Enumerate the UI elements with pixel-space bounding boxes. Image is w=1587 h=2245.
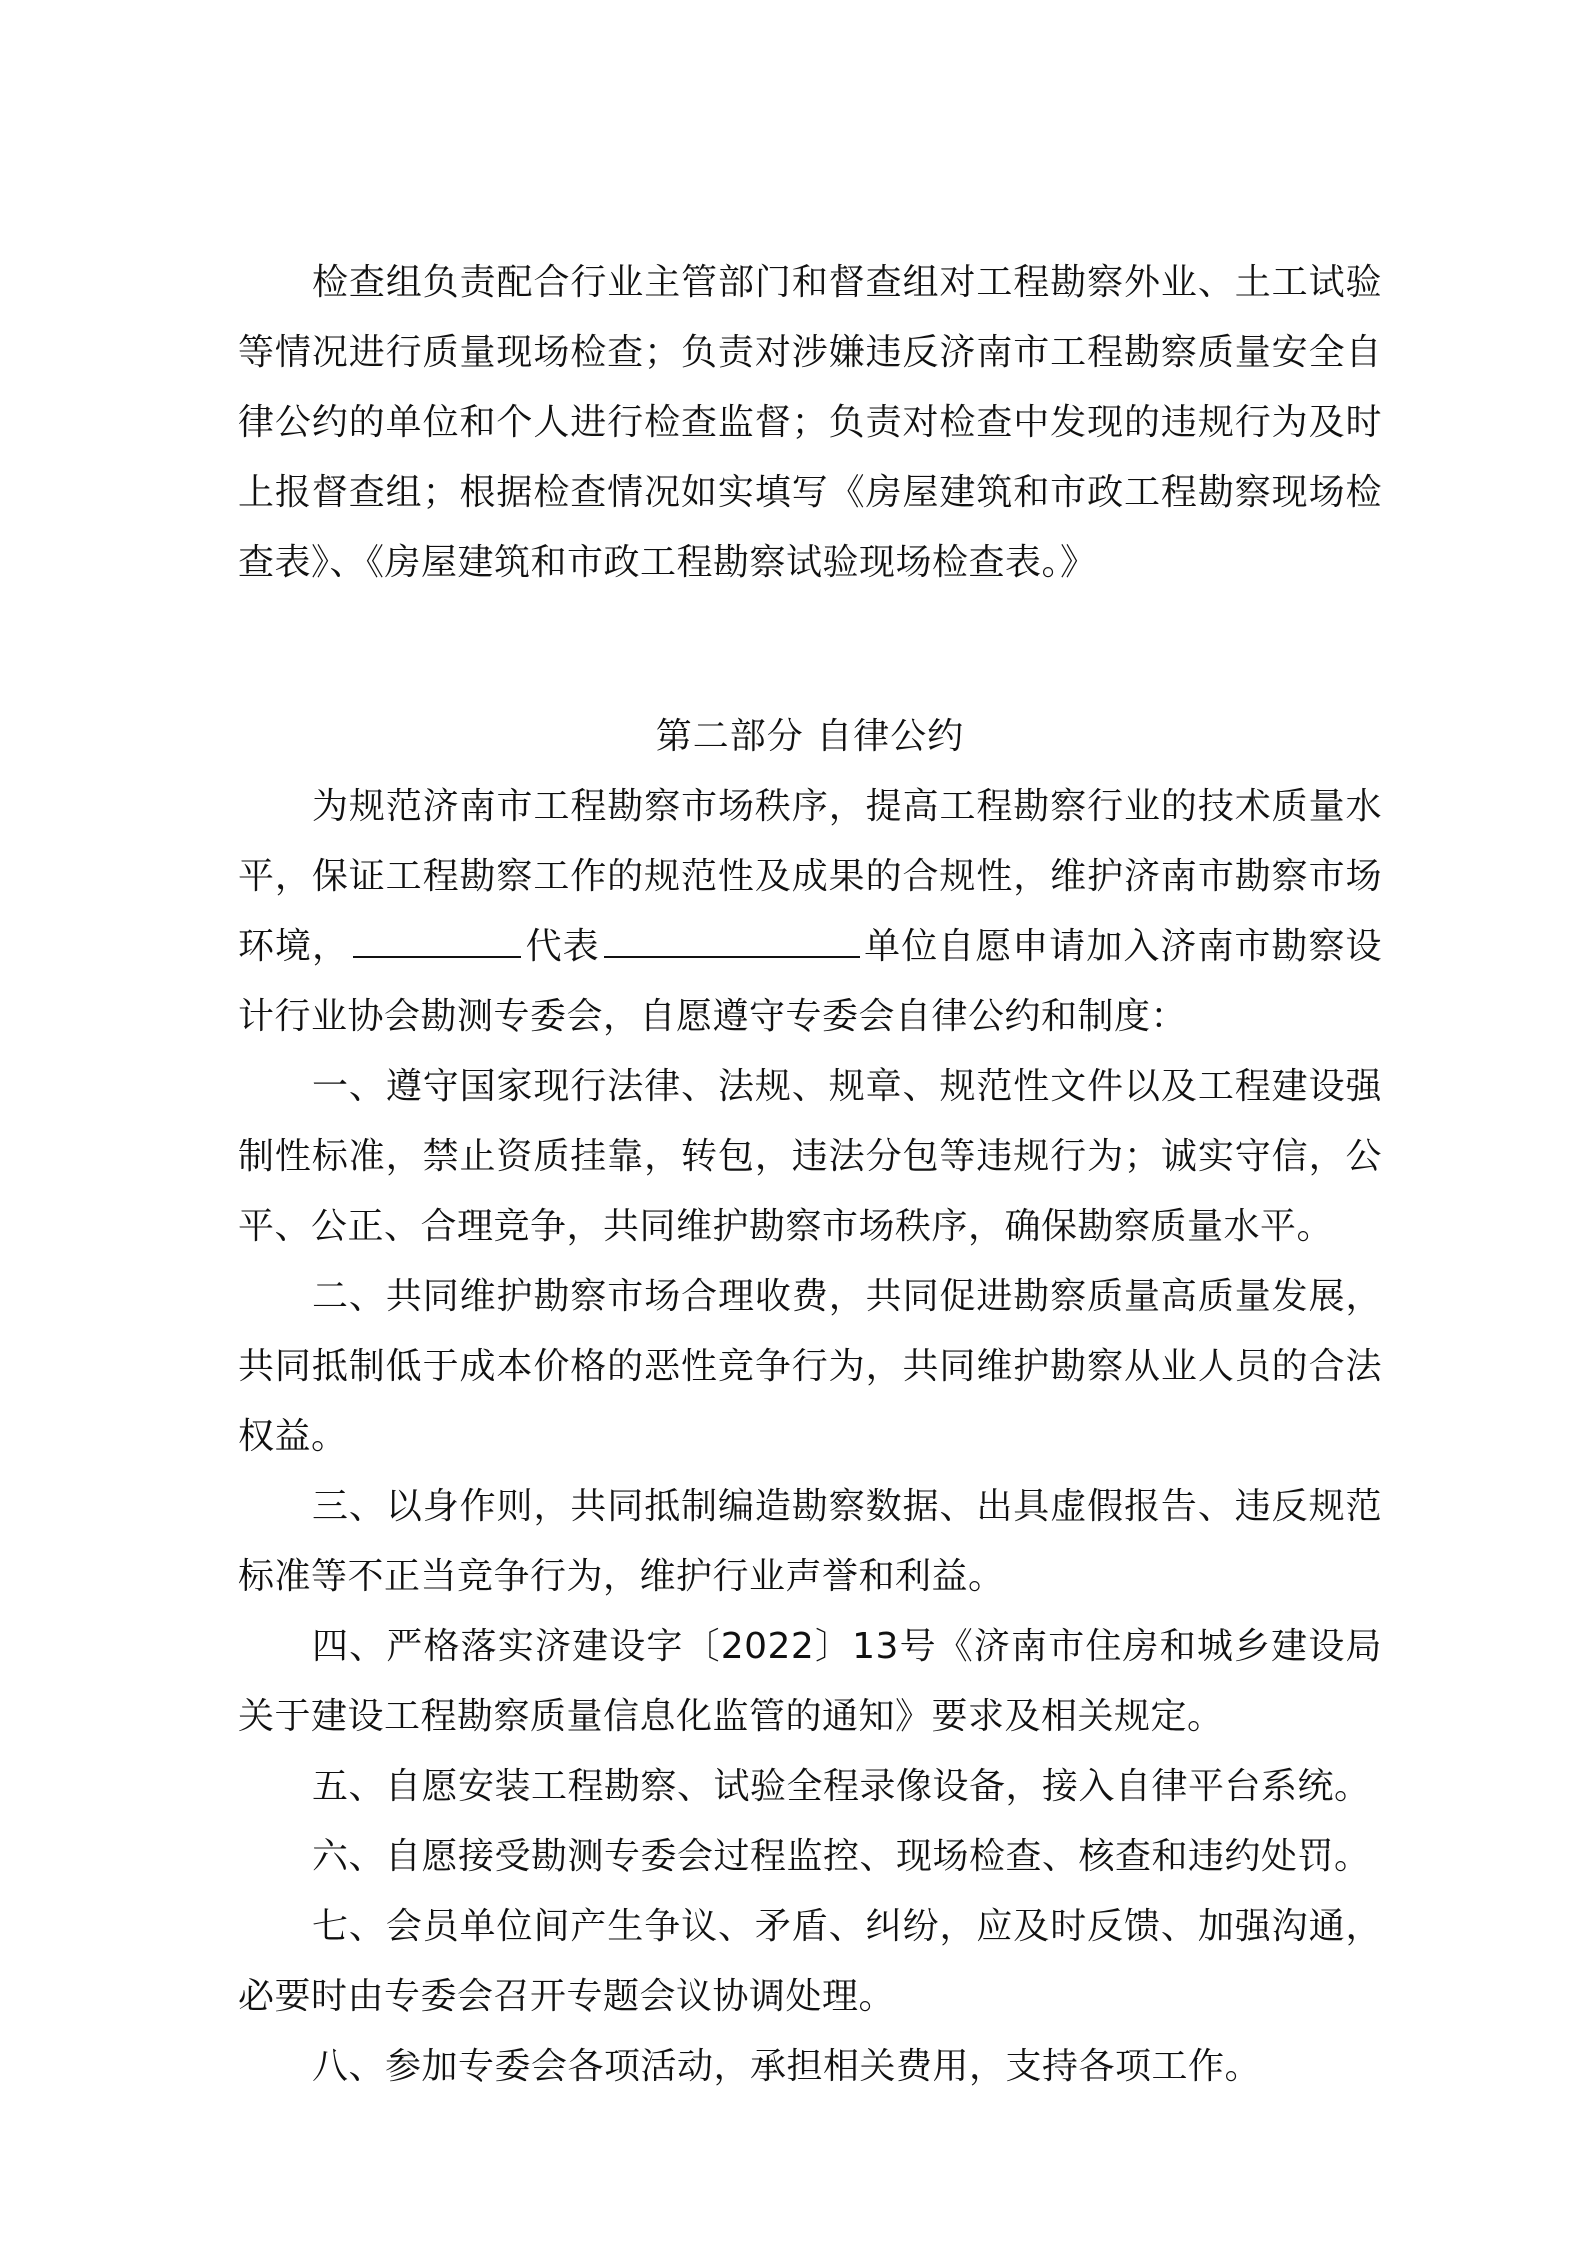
unit-name-blank[interactable] [604, 922, 860, 958]
convention-item-2: 二、共同维护勘察市场合理收费，共同促进勘察质量高质量发展，共同抵制低于成本价格的恶性竞争行为，共同维护勘察从业人员的合法权益。 [238, 1276, 1382, 1457]
convention-item-3: 三、以身作则，共同抵制编造勘察数据、出具虚假报告、违反规范标准等不正当竞争行为，维护行业声誉和利益。 [238, 1486, 1382, 1597]
intro-text-end: 单位自愿申请加入济南市勘察设计行业协会勘测专委会，自愿遵守专委会自律公约和制度： [238, 926, 1382, 1037]
intro-text-start: 为规范济南市工程勘察市场秩序，提高工程勘察行业的技术质量水平，保证工程勘察工作的规范性及成果的合规性，维护济南市勘察市场环境， [238, 786, 1382, 967]
intro-paragraph [238, 772, 1382, 1052]
convention-item-8: 八、参加专委会各项活动，承担相关费用，支持各项工作。 [312, 2046, 1262, 2087]
page-content [238, 248, 1382, 2102]
inspection-group-paragraph: 检查组负责配合行业主管部门和督查组对工程勘察外业、土工试验等情况进行质量现场检查；负责对涉嫌违反济南市工程勘察质量安全自律公约的单位和个人进行检查监督；负责对检查中发现的违规行为及时上报督查组；根据检查情况如实填写《房屋建筑和市政工程勘察现场检查表》、《房屋建筑和市政工程勘察试验现场检查表。》 [238, 262, 1382, 583]
convention-item-7: 七、会员单位间产生争议、矛盾、纠纷，应及时反馈、加强沟通，必要时由专委会召开专题会议协调处理。 [238, 1906, 1382, 2017]
convention-item-4: 四、严格落实济建设字〔2022〕13号《济南市住房和城乡建设局关于建设工程勘察质量信息化监管的通知》要求及相关规定。 [238, 1626, 1382, 1737]
section-title: 第二部分 自律公约 [655, 716, 965, 757]
convention-item-5: 五、自愿安装工程勘察、试验全程录像设备，接入自律平台系统。 [312, 1766, 1371, 1807]
convention-item-6: 六、自愿接受勘测专委会过程监控、现场检查、核查和违约处罚。 [312, 1836, 1371, 1877]
representative-name-blank[interactable] [353, 922, 521, 958]
intro-text-middle: 代表 [525, 926, 600, 967]
convention-item-1: 一、遵守国家现行法律、法规、规章、规范性文件以及工程建设强制性标准，禁止资质挂靠，转包，违法分包等违规行为；诚实守信，公平、公正、合理竞争，共同维护勘察市场秩序，确保勘察质量水平。 [238, 1066, 1382, 1247]
